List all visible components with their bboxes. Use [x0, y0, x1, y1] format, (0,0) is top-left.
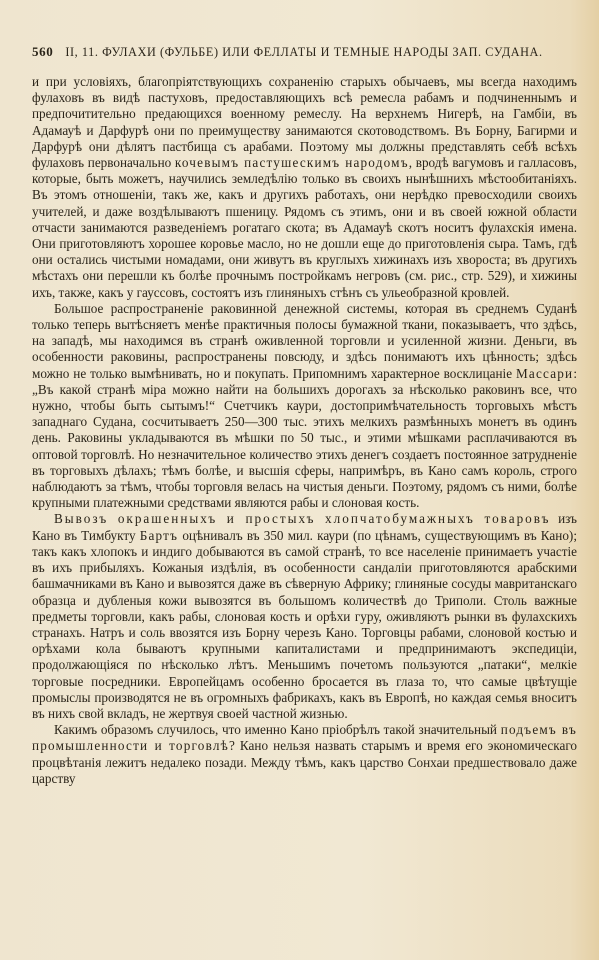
- paragraph-3-text-b: оцѣнивалъ въ 350 мил. каури (по цѣнамъ, существующимъ въ Кано); такъ какъ хлопокъ и индиго добываются въ самой странѣ, то все населеніе принимаетъ участіе въ ихъ прибыляхъ. Кожаныя издѣлія, въ особенности сандаліи приготовляются арабскими башмачниками въ Кано и вывозятся даже въ сѣверную Африку; глиняные сосуды мавританскаго образца и дубленыя кожи вывозятся въ большомъ количествѣ до Триполи. Столь важные предметы торговли, какъ рабы, слоновая кость и орѣхи гуру, оживляютъ рынки въ фулахскихъ странахъ. Натръ и соль ввозятся изъ Борну черезъ Кано. Торговцы рабами, слоновой костью и орѣхами кола бываютъ крупными капиталистами и предпринимаютъ экспедиціи, продолжающіяся по нѣсколько лѣтъ. Меньшимъ почетомъ пользуются „патаки“, мелкіе торговые посредники. Европейцамъ особенно бросается въ глаза то, что самые цвѣтущіе промыслы производятся не въ огромныхъ фабрикахъ, какъ въ Европѣ, но каждая семья вноситъ въ нихъ свой вкладъ, не жертвуя своей частной жизнью.: [32, 527, 577, 721]
- paragraph-1-text-b: , вродѣ вагумовъ и галласовъ, которые, быть можетъ, научились земледѣлію только въ своихъ нынѣшнихъ мѣстообитаніяхъ. Въ этомъ отношеніи, такъ же, какъ и другихъ работахъ, они нерѣдко превосходили своихъ учителей, и даже воздѣлываютъ пшеницу. Рядомъ съ этимъ, они и въ своей южной области отчасти занимаются разведеніемъ рогатаго скота; въ Адамауѣ скотъ носитъ фулахскія имена. Они приготовляютъ хорошее коровье масло, но не дошли еще до приготовленія сыра. Тамъ, гдѣ они остались чистыми номадами, они живутъ въ круглыхъ хижинахъ изъ хвороста; въ другихъ мѣстахъ они перешли къ болѣе прочнымъ постройкамъ негровъ (см. рис., стр. 529), и хижины ихъ, также, какъ у гауссовъ, состоятъ изъ глиняныхъ стѣнъ съ ульеобразной кровлей.: [32, 155, 577, 300]
- paragraph-1: [32, 74, 577, 301]
- page-header: [32, 44, 577, 60]
- paragraph-3-emphasis-heading: Вывозъ окрашенныхъ и простыхъ хлопчатобумажныхъ товаровъ: [54, 511, 551, 527]
- paragraph-2: [32, 301, 577, 512]
- paragraph-3: [32, 511, 577, 722]
- paragraph-1-text-a: и при условіяхъ, благопріятствующихъ сохраненію старыхъ обычаевъ, мы всегда находимъ фулаховъ въ видѣ пастуховъ, предоставляющихъ всѣ ремесла рабамъ и подчиненнымъ и предпочитительно предающихся военному ремеслу. На верхнемъ Нигерѣ, на Гамбіи, въ Адамауѣ и Дарфурѣ они по преимуществу занимаются скотоводствомъ. Въ Борну, Багирми и Дарфурѣ они дѣлятъ пастбища съ арабами. Поэтому мы должны представлять себѣ всѣхъ фулаховъ первоначально: [32, 74, 577, 171]
- paragraph-3-text-a: изъ Кано въ Тимбукту: [32, 511, 577, 543]
- paragraph-1-emphasis: кочевымъ пастушескимъ народомъ: [174, 155, 409, 171]
- running-head: II, 11. ФУЛАХИ (ФУЛЬБЕ) ИЛИ ФЕЛЛАТЫ И ТЕМНЫЕ НАРОДЫ ЗАП. СУДАНА.: [65, 45, 543, 59]
- body-text: [32, 74, 577, 787]
- paragraph-4: [32, 722, 577, 787]
- page-number: 560: [32, 44, 54, 59]
- paragraph-4-text-a: Какимъ образомъ случилось, что именно Кано пріобрѣлъ такой значительный: [54, 722, 501, 738]
- paragraph-4-emphasis: подъемъ въ промышленности и торговлѣ: [32, 722, 577, 754]
- paragraph-2-text-a: Большое распространеніе раковинной денежной системы, которая въ среднемъ Суданѣ только теперь вытѣсняетъ менѣе практичныя полосы бумажной ткани, показываетъ, что здѣсь, на западѣ, мы находимся въ странѣ оживленной торговли и усиленной жизни. Деньги, въ особенности раковины, распространены повсюду, и здѣсь понимаютъ ихъ цѣнность; здѣсь можно не только вымѣнивать, но и покупать. Припомнимъ характерное восклицаніе: [32, 300, 577, 381]
- paragraph-3-emphasis-name: Бартъ: [139, 527, 179, 543]
- paragraph-4-text-b: ? Кано нельзя назвать старымъ и время его экономическаго процвѣтанія лежитъ недалеко позади. Между тѣмъ, какъ царство Сонхаи предшествовало даже царству: [32, 738, 577, 786]
- paragraph-2-text-b: : „Въ какой странѣ міра можно найти на большихъ дорогахъ за нѣсколько раковинъ все, что нужно, чтобы быть сытымъ!“ Счетчикъ каури, достопримѣчательность торговыхъ мѣстъ западнаго Судана, сосчитываетъ 250—300 тыс. этихъ мелкихъ размѣнныхъ монетъ въ одинъ день. Раковины укладываются въ мѣшки по 50 тыс., и этими мѣшками расплачиваются въ оптовой торговлѣ. Но незначительное количество этихъ денегъ создаетъ постоянное затрудненіе въ торговыхъ дѣлахъ; тѣмъ болѣе, и высшія сферы, напримѣръ, въ Кано самъ король, строго наблюдаютъ за тѣмъ, чтобы торговля велась на чистыя деньги. Поэтому, рядомъ съ ними, болѣе крупными платежными средствами являются рабы и слоновая кость.: [32, 365, 577, 511]
- paragraph-2-emphasis: Массари: [515, 365, 574, 381]
